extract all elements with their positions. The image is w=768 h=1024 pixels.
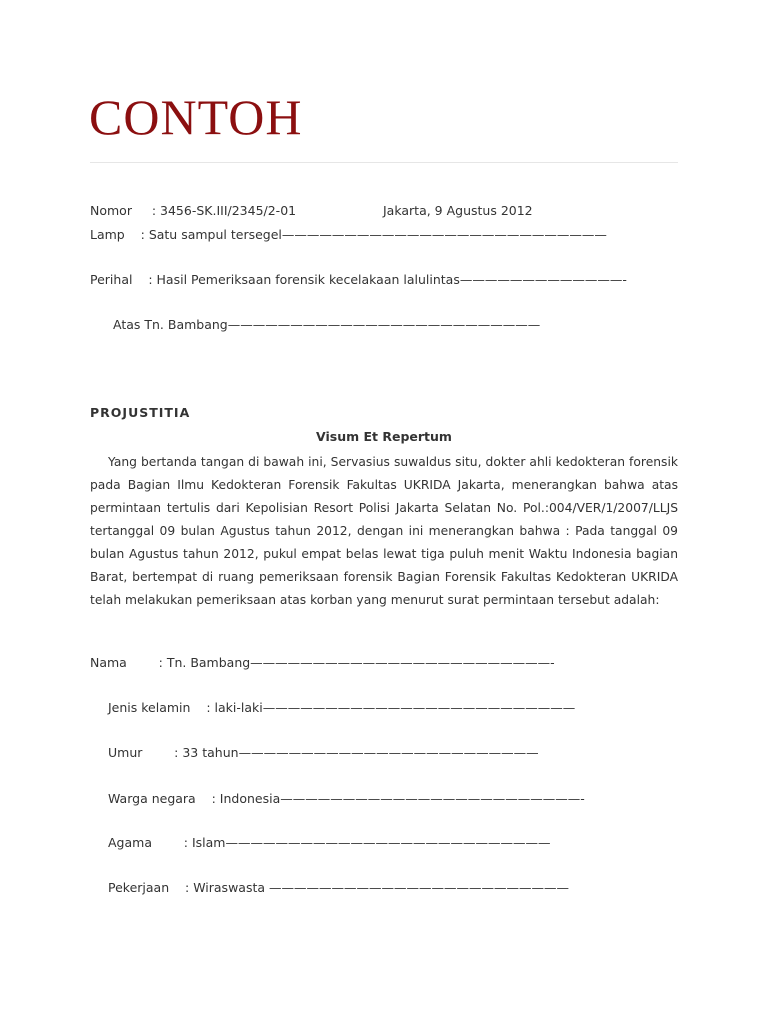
divider [90,162,678,163]
atas-line: Atas Tn. Bambang————————————————————————— [113,317,541,332]
place-date: Jakarta, 9 Agustus 2012 [383,203,533,218]
lamp-line: Lamp : Satu sampul tersegel—————————————————————————— [90,227,607,242]
field-pekerjaan: Pekerjaan : Wiraswasta ———————————————————————— [108,880,569,895]
perihal-line: Perihal : Hasil Pemeriksaan forensik kecelakaan lalulintas—————————————- [90,272,627,287]
field-jenis-kelamin: Jenis kelamin : laki-laki————————————————————————— [108,700,576,715]
document-title: CONTOH [89,89,303,145]
field-nama: Nama : Tn. Bambang————————————————————————- [90,655,555,670]
heading: Visum Et Repertum [316,429,452,444]
body-paragraph: Yang bertanda tangan di bawah ini, Servasius suwaldus situ, dokter ahli kedokteran forensik pada Bagian Ilmu Kedokteran Forensik Fakultas UKRIDA Jakarta, menerangkan bahwa atas permintaan tertulis dari Kepolisian Resort Polisi Jakarta Selatan No. Pol.:004/VER/1/2007/LLJS tertanggal 09 bulan Agustus tahun 2012, dengan ini menerangkan bahwa : Pada tanggal 09 bulan Agustus tahun 2012, pukul empat belas lewat tiga puluh menit Waktu Indonesia bagian Barat, bertempat di ruang pemeriksaan forensik Bagian Forensik Fakultas Kedokteran UKRIDA telah melakukan pemeriksaan atas korban yang menurut surat permintaan tersebut adalah: [90,455,678,607]
field-umur: Umur : 33 tahun———————————————————————— [108,745,539,760]
field-warga-negara: Warga negara : Indonesia————————————————————————- [108,791,585,806]
nomor-line: Nomor : 3456-SK.III/2345/2-01 [90,203,297,218]
section-label: PROJUSTITIA [90,405,191,420]
field-agama: Agama : Islam—————————————————————————— [108,835,551,850]
